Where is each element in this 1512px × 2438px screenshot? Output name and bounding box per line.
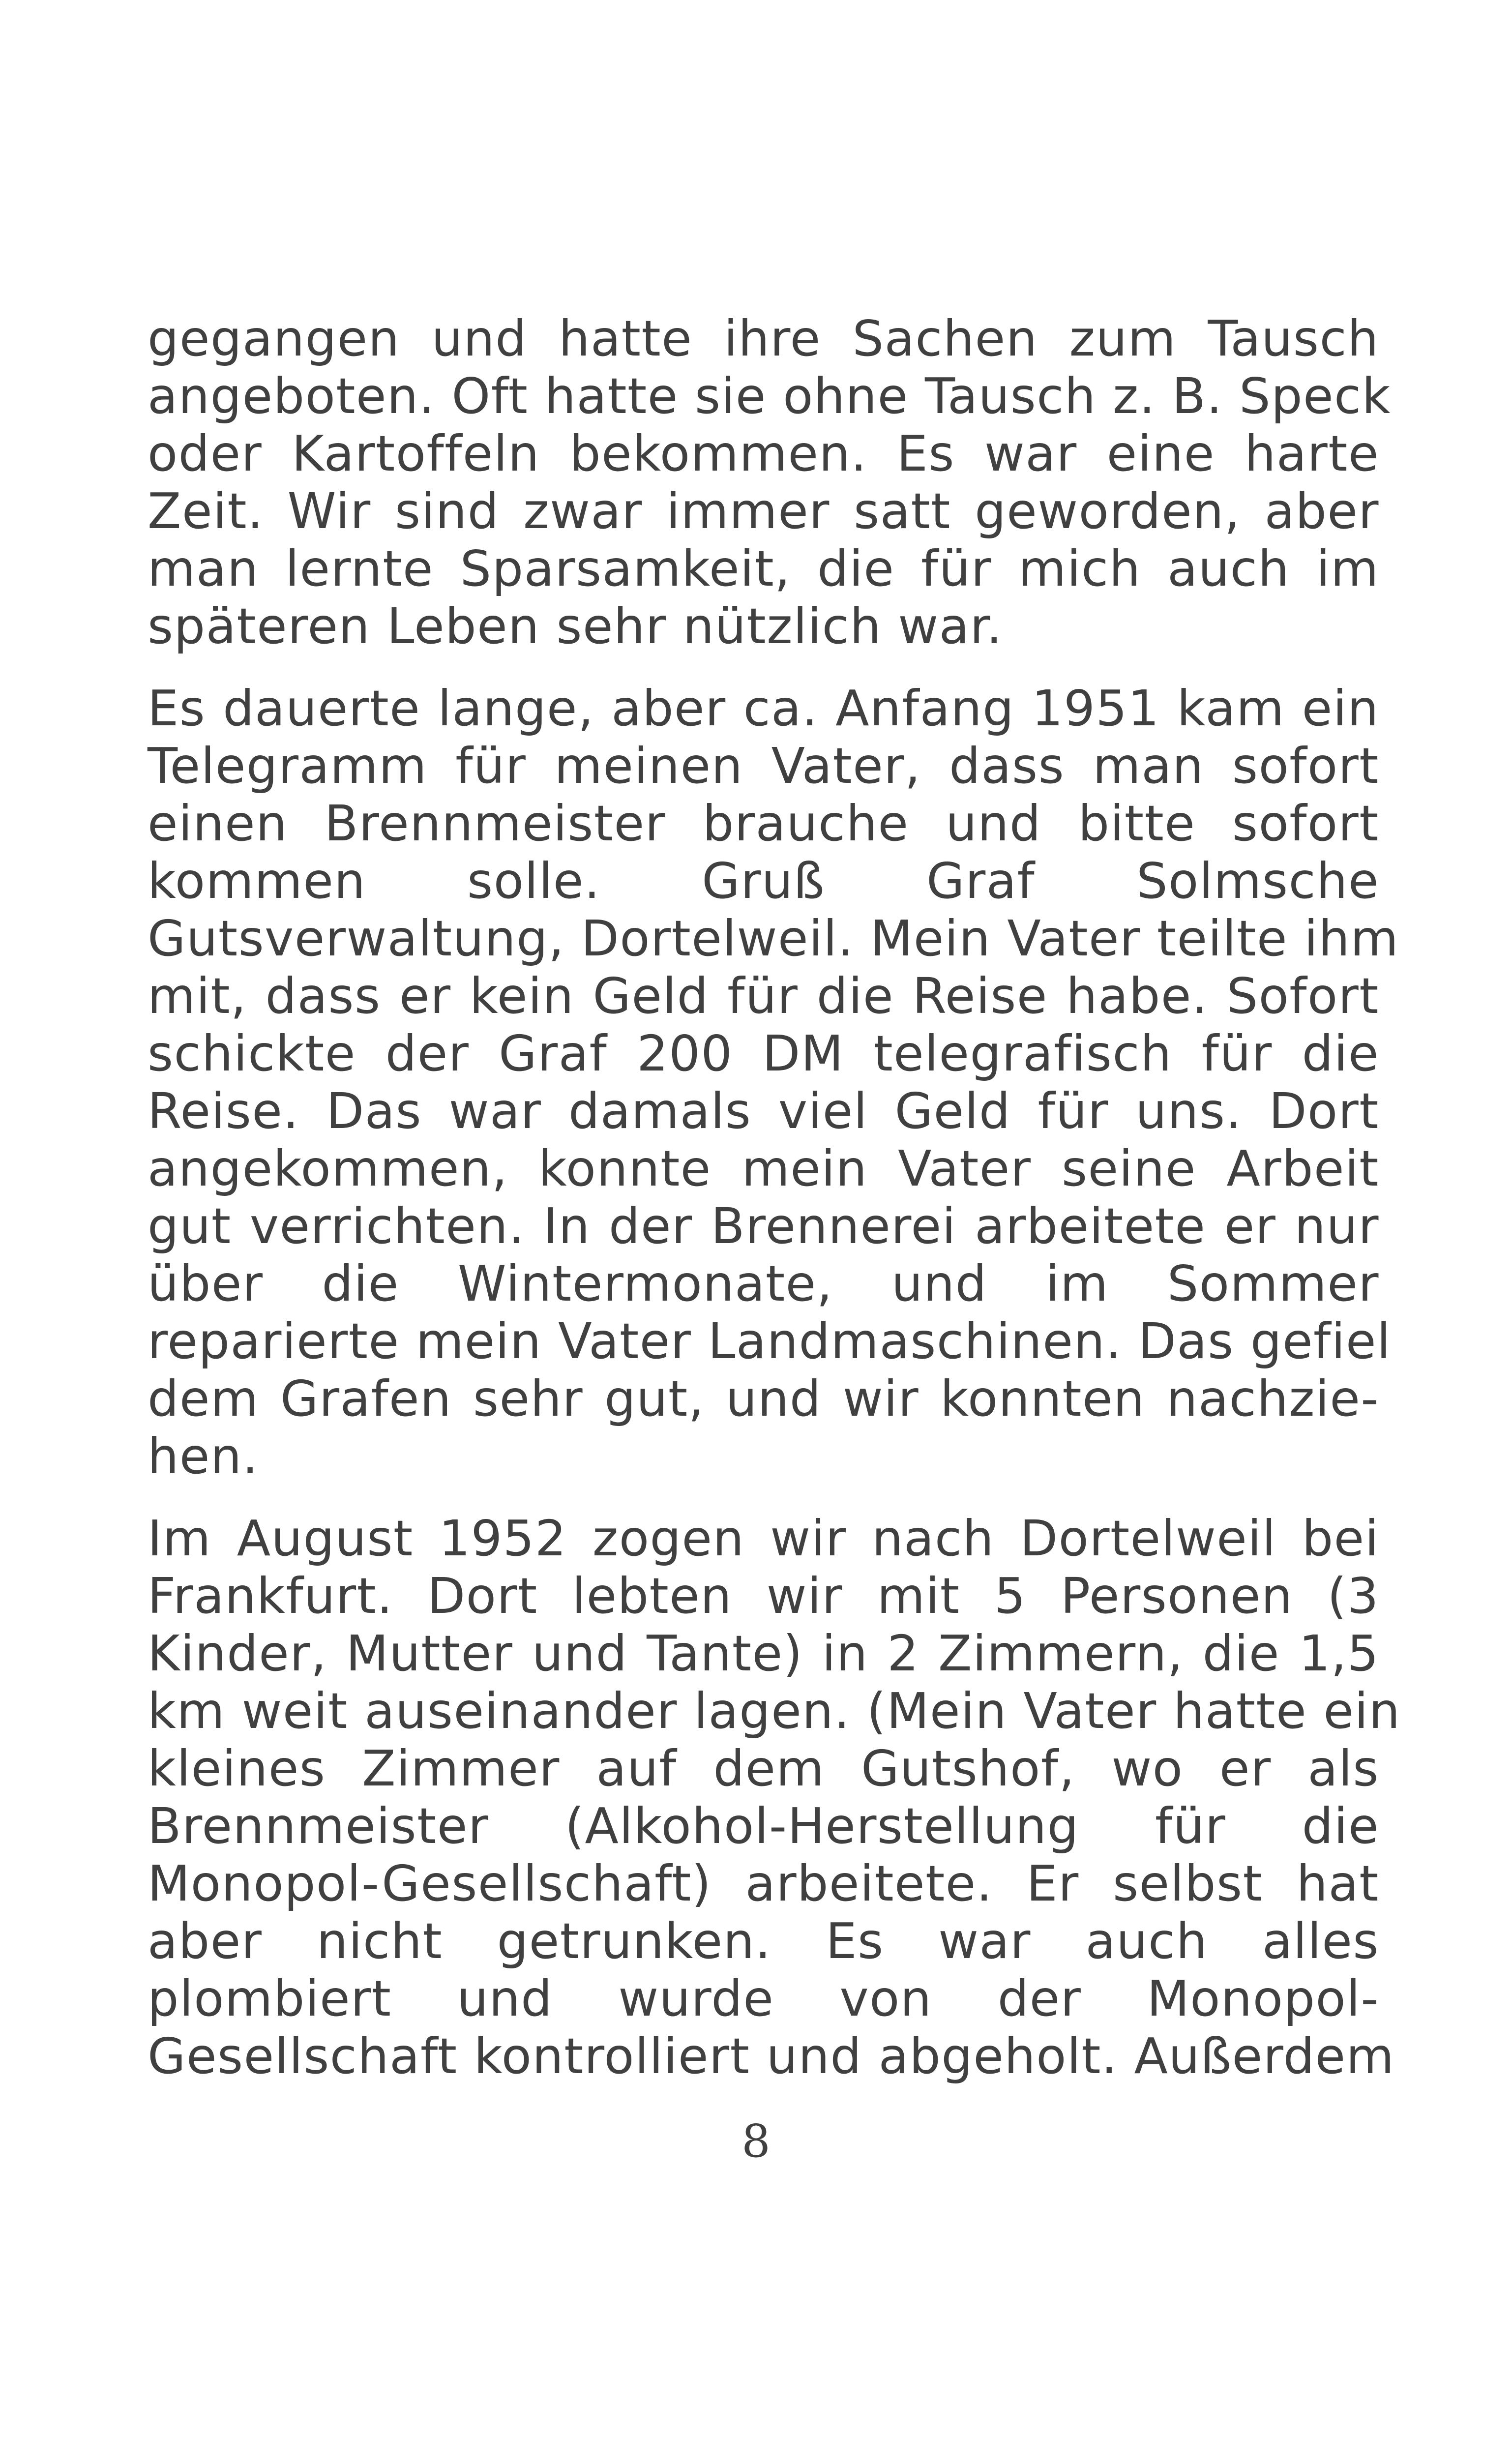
text-line: kleines Zimmer auf dem Gutshof, wo er als [148, 1740, 1379, 1797]
text-line: Es dauerte lange, aber ca. Anfang 1951 kam ein [148, 680, 1379, 737]
text-line: aber nicht getrunken. Es war auch alles [148, 1912, 1379, 1970]
text-line: dem Grafen sehr gut, und wir konnten nachzie- [148, 1370, 1379, 1427]
text-line: Frankfurt. Dort lebten wir mit 5 Personen (3 [148, 1567, 1379, 1625]
text-line: gut verrichten. In der Brennerei arbeitete er nur [148, 1197, 1379, 1255]
body-text [148, 310, 1401, 2110]
text-line: km weit auseinander lagen. (Mein Vater hatte ein [148, 1682, 1401, 1740]
paragraph-3 [148, 1510, 1401, 2085]
text-line: kommen solle. Gruß Graf Solmsche [148, 852, 1379, 910]
text-line: gegangen und hatte ihre Sachen zum Tausch [148, 310, 1379, 367]
text-line: mit, dass er kein Geld für die Reise habe. Sofort [148, 967, 1379, 1025]
text-line: über die Wintermonate, und im Sommer [148, 1255, 1379, 1312]
page-number: 8 [741, 2115, 771, 2168]
text-line: Monopol-Gesellschaft) arbeitete. Er selbst hat [148, 1855, 1379, 1912]
paragraph-1 [148, 310, 1392, 655]
text-line: man lernte Sparsamkeit, die für mich auch im [148, 540, 1379, 597]
paragraph-2 [148, 680, 1399, 1485]
text-line: angeboten. Oft hatte sie ohne Tausch z. B. Speck [148, 367, 1392, 425]
text-line: Zeit. Wir sind zwar immer satt geworden, aber [148, 482, 1379, 540]
text-line: Telegramm für meinen Vater, dass man sofort [148, 737, 1379, 795]
text-line: Gesellschaft kontrolliert und abgeholt. Außerdem [148, 2027, 1395, 2085]
text-line: schickte der Graf 200 DM telegrafisch für die [148, 1025, 1379, 1082]
text-line: Im August 1952 zogen wir nach Dortelweil bei [148, 1510, 1379, 1567]
text-line: plombiert und wurde von der Monopol- [148, 1970, 1379, 2027]
text-line: reparierte mein Vater Landmaschinen. Das gefiel [148, 1312, 1392, 1370]
text-line: späteren Leben sehr nützlich war. [148, 597, 1003, 655]
text-line: Gutsverwaltung, Dortelweil. Mein Vater teilte ihm [148, 910, 1399, 967]
text-line: oder Kartoffeln bekommen. Es war eine harte [148, 425, 1379, 482]
text-line: Brennmeister (Alkohol-Herstellung für die [148, 1797, 1379, 1855]
text-line: einen Brennmeister brauche und bitte sofort [148, 795, 1379, 852]
text-line: Reise. Das war damals viel Geld für uns. Dort [148, 1082, 1379, 1140]
text-line: angekommen, konnte mein Vater seine Arbeit [148, 1140, 1379, 1197]
text-line: Kinder, Mutter und Tante) in 2 Zimmern, die 1,5 [148, 1625, 1379, 1682]
text-line: hen. [148, 1427, 259, 1485]
